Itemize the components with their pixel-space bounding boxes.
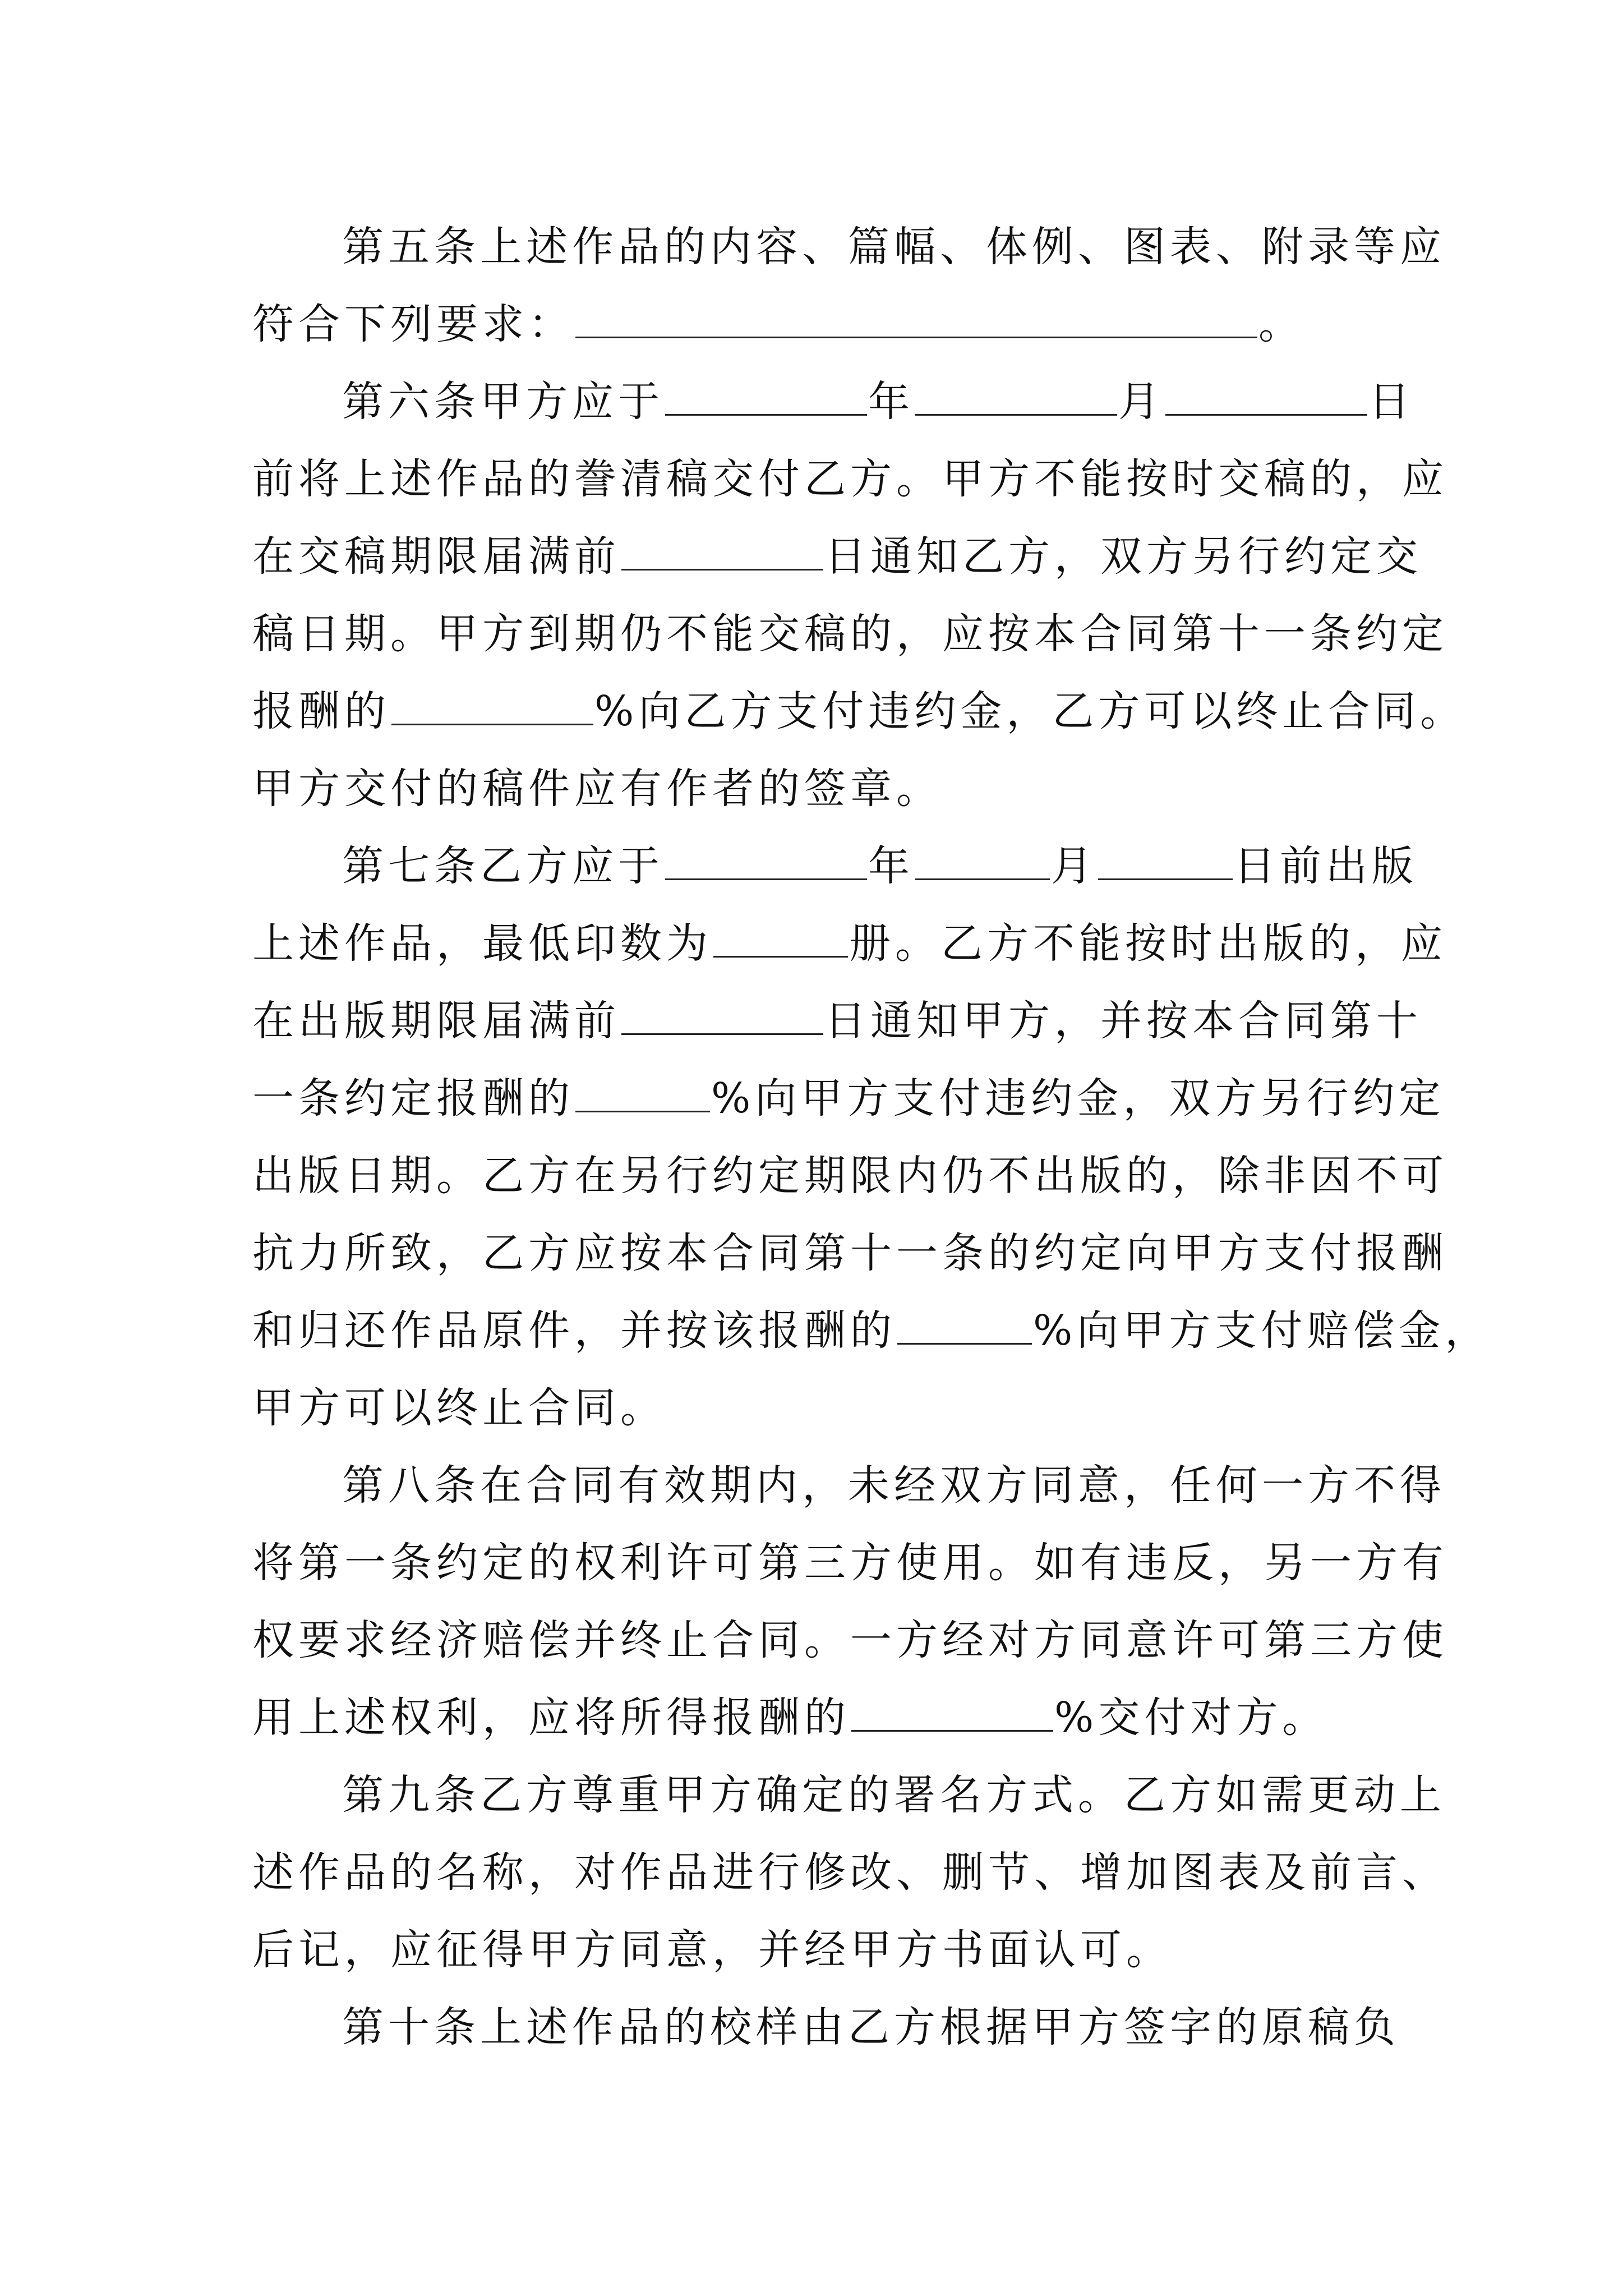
- text-run: 册。乙方不能按时出版的，应: [849, 919, 1447, 968]
- fill-in-blank-percent[interactable]: [575, 1066, 710, 1112]
- fill-in-blank-percent[interactable]: [391, 679, 593, 725]
- text-run: 在出版期限届满前: [252, 997, 620, 1045]
- text-run: %向甲方支付赔偿金，: [1033, 1306, 1491, 1355]
- article-5-line-2: [252, 285, 1385, 364]
- text-run: 甲方可以终止合同。: [252, 1384, 666, 1432]
- article-6-line-5: [252, 672, 1467, 751]
- text-run: 月: [1051, 842, 1097, 890]
- text-run: 抗力所致，乙方应按本合同第十一条的约定向甲方支付报酬: [252, 1229, 1448, 1277]
- article-7-line-6: [252, 1214, 1448, 1292]
- text-run: 符合下列要求：: [252, 300, 574, 348]
- article-6-line-2: [252, 440, 1448, 518]
- fill-in-blank-percent[interactable]: [897, 1298, 1032, 1345]
- article-8-line-2: [252, 1524, 1448, 1602]
- fill-in-blank-day[interactable]: [1098, 834, 1233, 880]
- text-run: 日通知甲方，并按本合同第十: [824, 997, 1422, 1045]
- text-run: %向乙方支付违约金，乙方可以终止合同。: [594, 687, 1467, 735]
- text-run: %交付对方。: [1054, 1694, 1329, 1742]
- article-9-line-3: [252, 1911, 1385, 1989]
- text-run: 出版日期。乙方在另行约定期限内仍不出版的，除非因不可: [252, 1152, 1448, 1200]
- text-run: 报酬的: [252, 687, 390, 735]
- article-7-line-5: [252, 1137, 1448, 1215]
- article-7-line-2: [252, 904, 1447, 983]
- text-run: 第七条乙方应于: [342, 842, 664, 890]
- article-8-line-4: [252, 1678, 1385, 1757]
- article-7-line-4: [252, 1059, 1445, 1138]
- article-6-line-1: [342, 362, 1414, 441]
- fill-in-blank-month[interactable]: [915, 369, 1117, 416]
- text-run: 第六条甲方应于: [342, 378, 664, 426]
- text-run: 年: [868, 378, 914, 426]
- text-run: 前将上述作品的誊清稿交付乙方。甲方不能按时交稿的，应: [252, 455, 1448, 503]
- text-run: 日前出版: [1234, 842, 1418, 890]
- text-run: 上述作品，最低印数为: [252, 919, 712, 968]
- fill-in-blank-year[interactable]: [665, 369, 867, 416]
- text-run: 第五条上述作品的内容、篇幅、体例、图表、附录等应: [342, 223, 1446, 271]
- fill-in-blank-print-run[interactable]: [713, 911, 848, 958]
- fill-in-blank-month[interactable]: [915, 834, 1050, 880]
- article-5-line-1: [342, 208, 1446, 286]
- text-run: 将第一条约定的权利许可第三方使用。如有违反，另一方有: [252, 1539, 1448, 1587]
- article-9-line-1: [342, 1756, 1446, 1834]
- text-run: 日通知乙方，双方另行约定交: [824, 532, 1422, 581]
- text-run: 在交稿期限届满前: [252, 532, 620, 581]
- text-run: 第九条乙方尊重甲方确定的署名方式。乙方如需更动上: [342, 1771, 1446, 1819]
- article-6-line-3: [252, 517, 1422, 596]
- article-8-line-1: [342, 1446, 1446, 1525]
- text-run: 权要求经济赔偿并终止合同。一方经对方同意许可第三方使: [252, 1616, 1448, 1664]
- fill-in-blank-day[interactable]: [1165, 369, 1367, 416]
- article-7-line-1: [342, 827, 1418, 905]
- text-run: 日: [1368, 378, 1414, 426]
- fill-in-blank-days[interactable]: [621, 524, 823, 570]
- text-run: 第十条上述作品的校样由乙方根据甲方签字的原稿负: [342, 2003, 1400, 2051]
- article-7-line-7: [252, 1291, 1491, 1370]
- text-run: %向甲方支付违约金，双方另行约定: [711, 1074, 1445, 1122]
- fill-in-blank[interactable]: [575, 292, 1257, 338]
- article-7-line-8: [252, 1369, 1385, 1447]
- text-run: 。: [1258, 300, 1304, 348]
- fill-in-blank-year[interactable]: [665, 834, 867, 880]
- article-6-line-4: [252, 595, 1448, 673]
- article-6-line-6: [252, 749, 1385, 828]
- text-run: 一条约定报酬的: [252, 1074, 574, 1122]
- article-7-line-3: [252, 982, 1422, 1060]
- text-run: 和归还作品原件，并按该报酬的: [252, 1306, 896, 1355]
- text-run: 稿日期。甲方到期仍不能交稿的，应按本合同第十一条约定: [252, 610, 1448, 658]
- text-run: 用上述权利，应将所得报酬的: [252, 1694, 850, 1742]
- fill-in-blank-days[interactable]: [621, 988, 823, 1035]
- article-9-line-2: [252, 1833, 1448, 1912]
- text-run: 述作品的名称，对作品进行修改、删节、增加图表及前言、: [252, 1848, 1448, 1897]
- text-run: 甲方交付的稿件应有作者的签章。: [252, 765, 942, 813]
- text-run: 年: [868, 842, 914, 890]
- text-run: 后记，应征得甲方同意，并经甲方书面认可。: [252, 1926, 1172, 1974]
- article-10-line-1: [342, 1988, 1400, 2067]
- fill-in-blank-percent[interactable]: [851, 1685, 1053, 1732]
- article-8-line-3: [252, 1601, 1448, 1680]
- text-run: 月: [1118, 378, 1164, 426]
- text-run: 第八条在合同有效期内，未经双方同意，任何一方不得: [342, 1461, 1446, 1510]
